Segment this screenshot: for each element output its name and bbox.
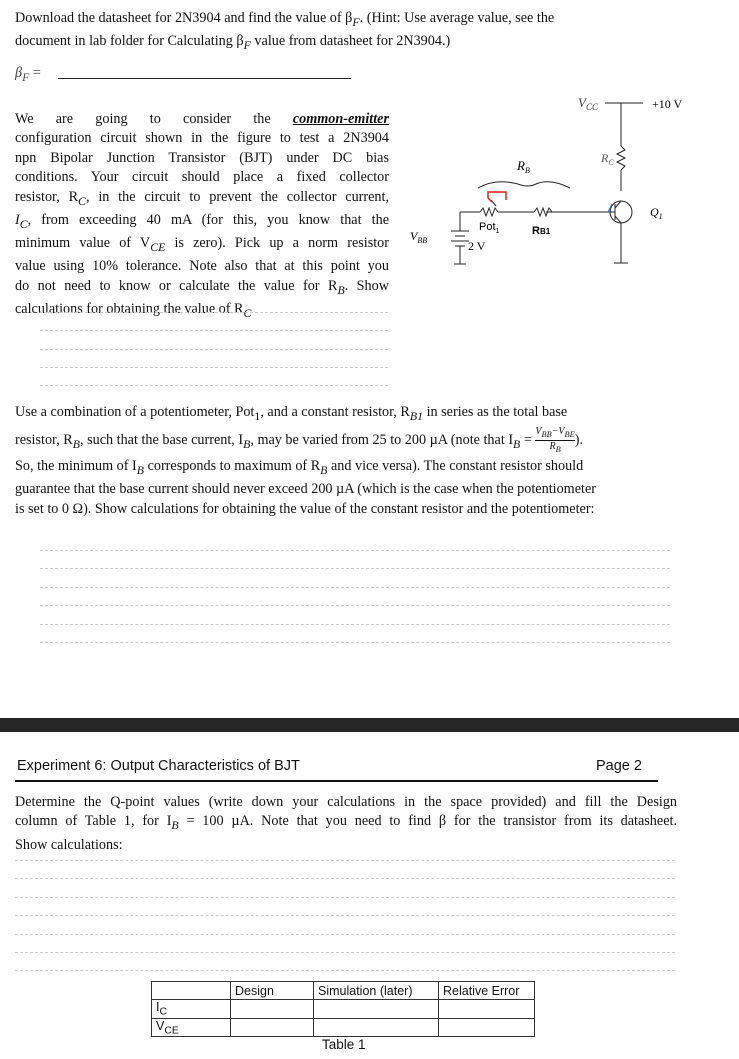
circuit-diagram <box>400 88 720 303</box>
vcc-value: +10 V <box>652 97 683 111</box>
common-emitter-paragraph: We are going to consider the common-emitter configuration circuit shown in the figure to test a 2N3904 npn Bipolar Junction Transistor (BJT) under DC bias conditions. Your circuit should place a fixed collector resistor, $R_C$, in the circuit to prevent the collector current, $I_C$, from exceeding 40 mA (for this, you know that the minimum value of $V_{CE}$ is zero). Pick up a norm resistor value using 10% tolerance. Note also that at this point you do not need to know or calculate the value for $R_B$. Show calculations for obtaining the value of $R_C$ <box>15 111 389 320</box>
table-caption: Table 1 <box>322 1037 366 1052</box>
answer-line[interactable] <box>15 860 675 861</box>
answer-line[interactable] <box>40 587 670 588</box>
table-header-row <box>152 982 535 1000</box>
answer-line[interactable] <box>15 970 675 971</box>
beta-answer-label: $\beta_F$ = <box>15 65 41 84</box>
answer-line[interactable] <box>15 915 675 916</box>
svg-text:Q1: $Q_1$ <box>650 205 663 221</box>
table-header-cell: Design <box>231 982 314 1000</box>
table-header-cell: Relative Error <box>439 982 535 1000</box>
vbb-label: V <box>410 229 418 243</box>
answer-line[interactable] <box>40 550 670 551</box>
header-rule <box>15 780 658 782</box>
table-header-cell <box>152 982 231 1000</box>
answer-line[interactable] <box>40 330 388 331</box>
design-cell[interactable] <box>231 1000 314 1019</box>
vcc-label: V <box>578 95 586 110</box>
vbb-value: 2 V <box>468 239 486 253</box>
answer-line[interactable] <box>15 897 675 898</box>
answer-line[interactable] <box>40 642 670 643</box>
page-header-title: Experiment 6: Output Characteristics of BJT <box>17 758 300 774</box>
page-break <box>0 718 739 732</box>
answer-line[interactable] <box>40 605 670 606</box>
svg-text:RB1: RB1 <box>532 225 551 237</box>
answer-line[interactable] <box>15 952 675 953</box>
q1-label: Q <box>650 205 659 219</box>
svg-text:Pot1: Pot$_1$ <box>479 221 500 235</box>
design-cell[interactable] <box>231 1018 314 1037</box>
table-header-cell: Simulation (later) <box>314 982 439 1000</box>
row-label-vce: $V_{CE}$ <box>152 1018 231 1037</box>
svg-text:VCC: $V_{CC}$ <box>578 95 598 112</box>
table-1 <box>151 981 535 1037</box>
rb1-label: R <box>532 225 540 237</box>
beta-answer-field[interactable] <box>58 78 351 79</box>
answer-line[interactable] <box>40 349 388 350</box>
qpoint-paragraph: Determine the Q-point values (write down your calculations in the space provided) and fill the Design column of Table 1, for $I_B = 100$ µA. Note that you need to find β for the transistor from its datasheet. Show calculations: <box>15 794 677 853</box>
simulation-cell[interactable] <box>314 1000 439 1019</box>
simulation-cell[interactable] <box>314 1018 439 1037</box>
answer-line[interactable] <box>40 385 388 386</box>
answer-line[interactable] <box>15 878 675 879</box>
rc-label: R <box>601 151 609 165</box>
answer-line[interactable] <box>40 568 670 569</box>
answer-line[interactable] <box>40 624 670 625</box>
table-row <box>152 1000 535 1019</box>
svg-text:RB: $R_B$ <box>517 158 530 175</box>
answer-line[interactable] <box>40 312 388 313</box>
rb-label: R <box>517 158 525 173</box>
table-row <box>152 1018 535 1037</box>
error-cell[interactable] <box>439 1000 535 1019</box>
page-number: Page 2 <box>596 758 642 774</box>
row-label-ic: $I_C$ <box>152 1000 231 1019</box>
svg-text:VBB: $V_{BB}$ <box>410 229 428 245</box>
base-resistor-paragraph: Use a combination of a potentiometer, Pot$_1$, and a constant resistor, $R_{B1}$ in series as the total base resistor, $R_B$, such that the base current, $I_B$, may be varied from 25 to 200 µA (note that $I_B$ = $V_{BB}-V_{BE}$ $R_B$ ). So, the minimum of $I_B$ corresponds to maximum of $R_B$ and vice versa). The constant resistor should guarantee that the base current should never exceed 200 µA (which is the case when the potentiometer is set to 0 Ω). Show calculations for obtaining the value of the constant resistor and the potentiometer: <box>15 404 596 517</box>
instruction-text: Download the datasheet for 2N3904 and find the value of $\beta_F$. (Hint: Use average value, see the document in lab folder for Calculating $\beta_F$ value from datasheet for 2N3904.) <box>15 10 555 53</box>
answer-line[interactable] <box>15 934 675 935</box>
error-cell[interactable] <box>439 1018 535 1037</box>
svg-text:RC: $R_C$ <box>601 151 614 167</box>
answer-line[interactable] <box>40 367 388 368</box>
pot-label: Pot <box>479 221 496 233</box>
